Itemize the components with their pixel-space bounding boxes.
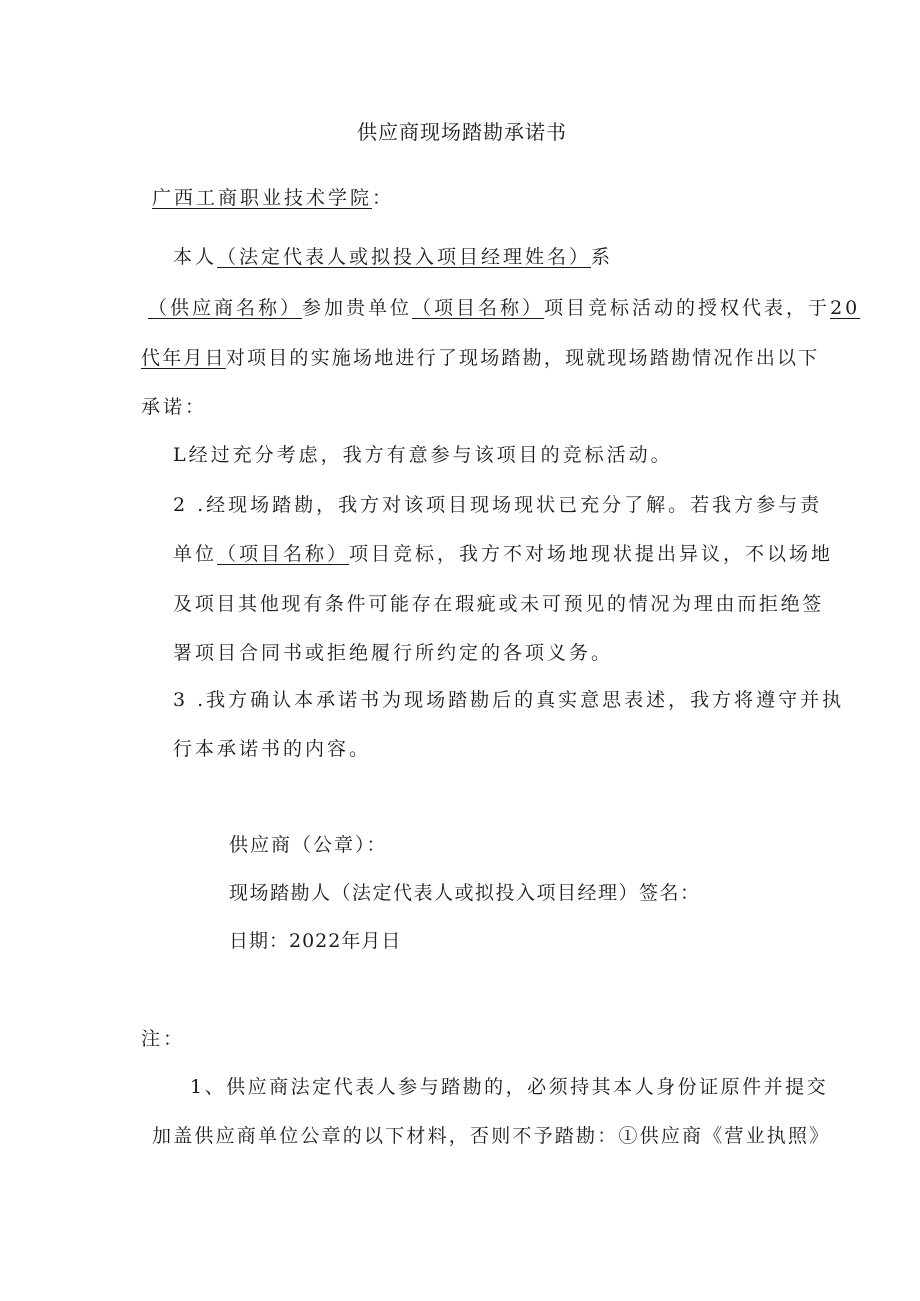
notes-heading: 注： (141, 1028, 186, 1050)
signature-date: 日期：2022年月日 (229, 930, 402, 952)
date-field: 代年月日 (141, 347, 226, 369)
addressee-line (152, 189, 394, 208)
note-1-line-1: 1、供应商法定代表人参与踏勘的，必须持其本人身份证原件并提交 (190, 1076, 829, 1098)
addressee-colon: ： (372, 187, 395, 209)
signature-supplier-seal: 供应商（公章）： (229, 834, 388, 856)
commitment-item-2-line-3: 及项目其他现有条件可能存在瑕疵或未可预见的情况为理由而拒绝签 (173, 593, 825, 615)
year-field: 20 (830, 297, 861, 319)
commitment-item-2-line-2 (173, 545, 833, 564)
commitment-item-3-line-1: 3 .我方确认本承诺书为现场踏勘后的真实意思表述，我方将遵守并执 (173, 689, 845, 711)
note-1-line-2: 加盖供应商单位公章的以下材料，否则不予踏勘：①供应商《营业执照》 (152, 1125, 831, 1147)
intro-line-4: 承诺： (141, 396, 208, 418)
intro-text: 本人 (173, 246, 218, 268)
supplier-name-field: （供应商名称） (148, 297, 303, 319)
addressee-name: 广西工商职业技术学院 (152, 187, 373, 209)
commitment-item-3-line-2: 行本承诺书的内容。 (173, 738, 372, 760)
project-name-field: （项目名称） (412, 297, 545, 319)
intro-line-1 (173, 248, 613, 267)
intro-text: 对项目的实施场地进行了现场踏勘，现就现场踏勘情况作出以下 (225, 347, 820, 369)
commitment-item-2-line-1: 2 .经现场踏勘，我方对该项目现场现状已充分了解。若我方参与责 (173, 494, 823, 516)
commitment-item-2-line-4: 署项目合同书或拒绝履行所约定的各项义务。 (173, 642, 614, 664)
item-text: 单位 (173, 543, 218, 565)
item-text: 项目竞标，我方不对场地现状提出异议，不以场地 (349, 543, 834, 565)
document-title: 供应商现场踏勘承诺书 (357, 120, 567, 144)
project-name-field: （项目名称） (217, 543, 350, 565)
commitment-item-1: L经过充分考虑，我方有意参与该项目的竞标活动。 (173, 444, 673, 466)
intro-text: 系 (591, 246, 614, 268)
intro-line-3 (141, 349, 819, 368)
signature-inspector: 现场踏勘人（法定代表人或拟投入项目经理）签名： (229, 882, 701, 904)
intro-text: 项目竞标活动的授权代表，于 (544, 297, 831, 319)
intro-line-2 (148, 299, 860, 318)
representative-name-field: （法定代表人或拟投入项目经理姓名） (217, 246, 592, 268)
intro-text: 参加贵单位 (302, 297, 413, 319)
